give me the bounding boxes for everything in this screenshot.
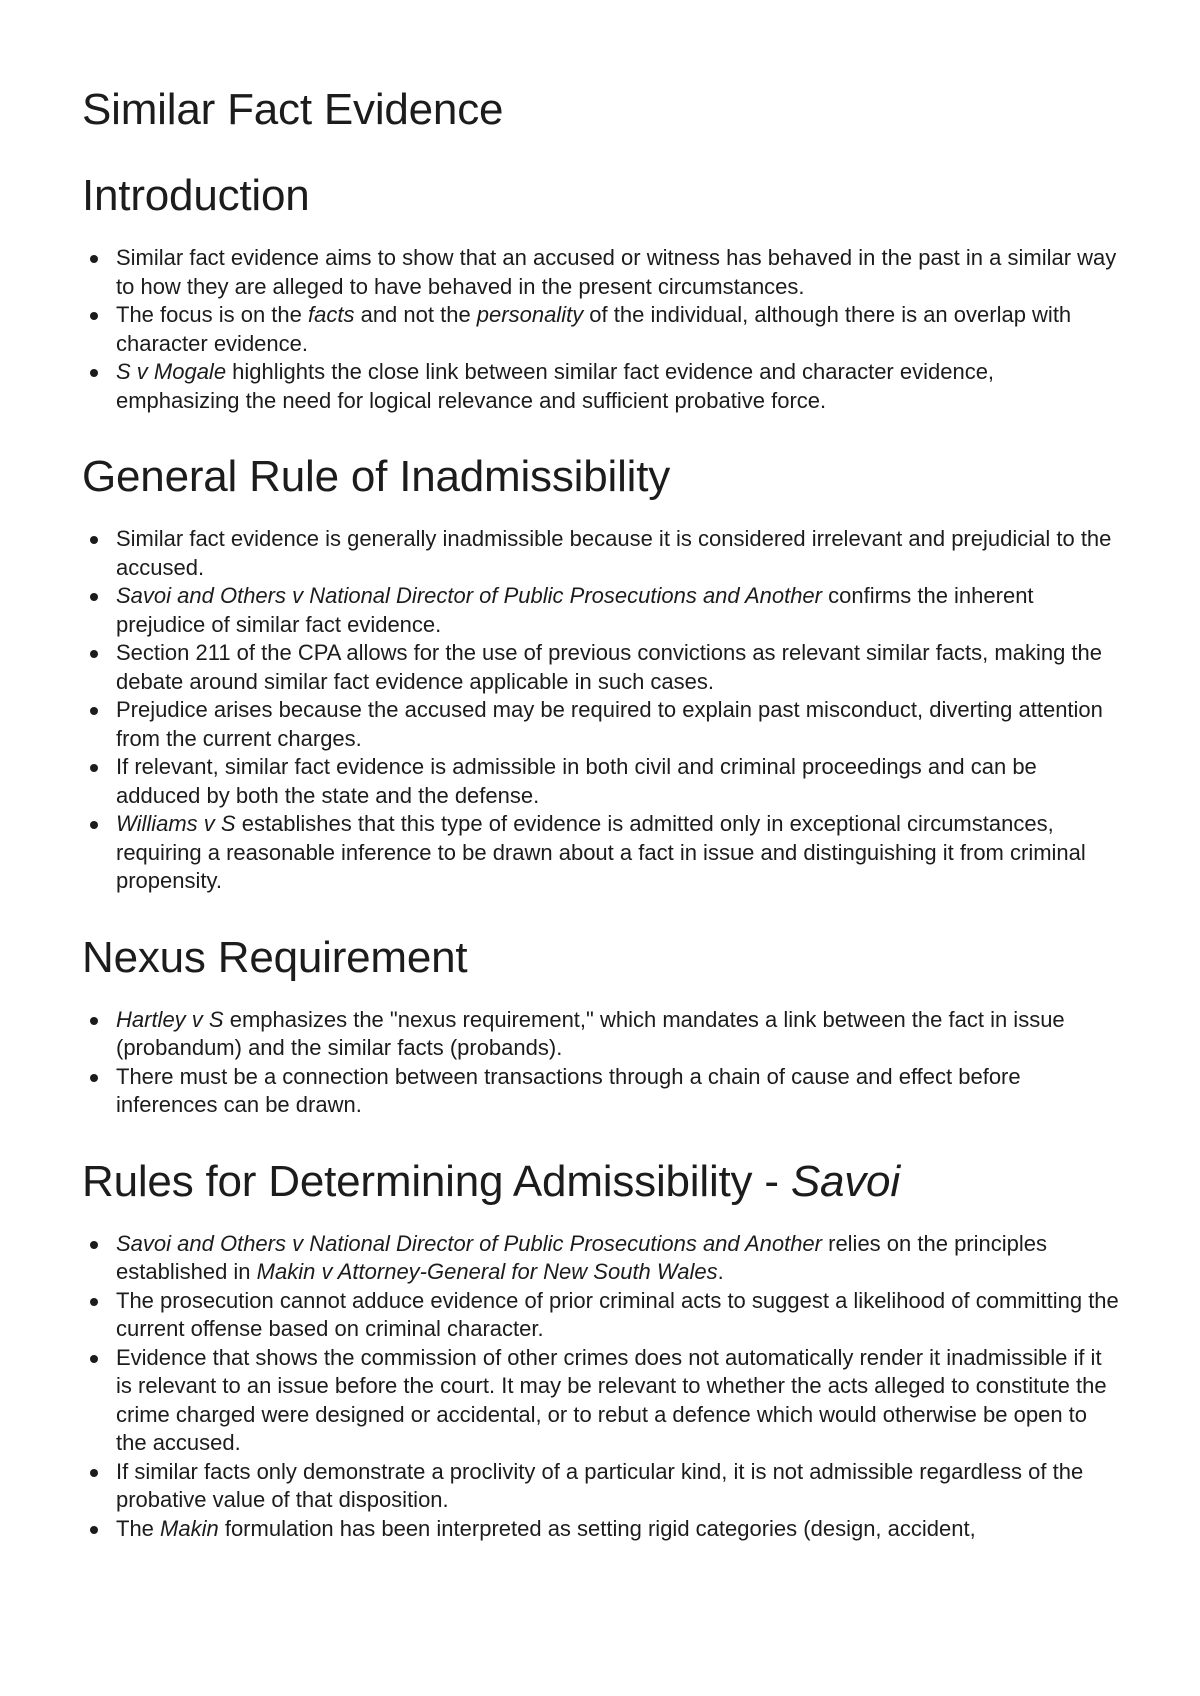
bullet-list-savoi-rules	[82, 1230, 1122, 1544]
bullet-text: If relevant, similar fact evidence is admissible in both civil and criminal proceedings and can be adduced by both the state and the defense.	[116, 754, 1037, 808]
list-item	[82, 639, 1122, 696]
section-inadmissibility	[82, 451, 1122, 896]
emphasis-facts: facts	[308, 302, 355, 327]
bullet-text: The focus is on the	[116, 302, 308, 327]
bullet-list-nexus	[82, 1006, 1122, 1120]
list-item	[82, 1063, 1122, 1120]
list-item	[82, 1287, 1122, 1344]
list-item	[82, 582, 1122, 639]
section-heading-introduction: Introduction	[82, 171, 310, 220]
list-item	[82, 753, 1122, 810]
list-item	[82, 244, 1122, 301]
section-savoi-rules	[82, 1156, 1122, 1544]
list-item	[82, 358, 1122, 415]
bullet-text: If similar facts only demonstrate a proclivity of a particular kind, it is not admissible regardless of the probative value of that disposition.	[116, 1458, 1084, 1512]
bullet-text: establishes that this type of evidence is admitted only in exceptional circumstances, requiring a reasonable inference to be drawn about a fact in issue and distinguishing it from criminal propensity.	[116, 811, 1086, 893]
bullet-text: Prejudice arises because the accused may be required to explain past misconduct, diverting attention from the current charges.	[116, 697, 1103, 751]
heading-text: Rules for Determining Admissibility -	[82, 1156, 791, 1206]
bullet-text: Section 211 of the CPA allows for the use of previous convictions as relevant similar facts, making the debate around similar fact evidence applicable in such cases.	[116, 640, 1103, 694]
document-page	[82, 80, 1122, 1579]
case-name: Williams v S	[116, 811, 236, 836]
case-name: Makin v Attorney-General for New South Wales	[256, 1259, 718, 1284]
section-nexus	[82, 932, 1122, 1120]
section-introduction	[82, 170, 1122, 415]
heading-case-name: Savoi	[790, 1156, 900, 1206]
section-heading-inadmissibility: General Rule of Inadmissibility	[82, 452, 671, 501]
bullet-text: relies on the principles established in	[116, 1230, 1048, 1284]
list-item	[82, 696, 1122, 753]
bullet-text: confirms the inherent prejudice of similar fact evidence.	[116, 583, 1034, 637]
list-item	[82, 1515, 1122, 1544]
list-item	[82, 525, 1122, 582]
bullet-text: of the individual, although there is an overlap with character evidence.	[116, 302, 1072, 356]
bullet-list-inadmissibility	[82, 525, 1122, 896]
list-item	[82, 1006, 1122, 1063]
list-item	[82, 301, 1122, 358]
bullet-list-introduction	[82, 244, 1122, 415]
case-name: Savoi and Others v National Director of Public Prosecutions and Another	[116, 1230, 822, 1256]
list-item	[82, 1344, 1122, 1458]
bullet-text: .	[717, 1259, 724, 1284]
case-name: S v Mogale	[116, 359, 227, 384]
section-heading-savoi-rules	[82, 1156, 1122, 1208]
bullet-text: The prosecution cannot adduce evidence of prior criminal acts to suggest a likelihood of committing the current offense based on criminal character.	[116, 1287, 1119, 1341]
list-item	[82, 1230, 1122, 1287]
list-item	[82, 810, 1122, 896]
case-name: Makin	[160, 1515, 219, 1541]
bullet-text: emphasizes the "nexus requirement," which mandates a link between the fact in issue (probandum) and the similar facts (probands).	[116, 1006, 1065, 1060]
section-heading-nexus: Nexus Requirement	[82, 932, 468, 982]
bullet-text: Similar fact evidence is generally inadmissible because it is considered irrelevant and prejudicial to the accused.	[116, 526, 1112, 580]
emphasis-personality: personality	[476, 302, 584, 327]
case-name: Hartley v S	[116, 1006, 224, 1032]
case-name: Savoi and Others v National Director of Public Prosecutions and Another	[116, 583, 822, 608]
bullet-text: formulation has been interpreted as setting rigid categories (design, accident,	[218, 1515, 976, 1541]
bullet-text: The	[116, 1515, 161, 1541]
list-item	[82, 1458, 1122, 1515]
bullet-text: There must be a connection between transactions through a chain of cause and effect before inferences can be drawn.	[116, 1063, 1021, 1117]
bullet-text: Evidence that shows the commission of other crimes does not automatically render it inadmissible if it is relevant to an issue before the court. It may be relevant to whether the acts alleged to constitute the crime charged were designed or accidental, or to rebut a defence which would otherwise be open to the accused.	[116, 1344, 1107, 1455]
bullet-text: highlights the close link between similar fact evidence and character evidence, emphasizing the need for logical relevance and sufficient probative force.	[116, 359, 995, 413]
document-title: Similar Fact Evidence	[82, 85, 504, 134]
bullet-text: Similar fact evidence aims to show that an accused or witness has behaved in the past in a similar way to how they are alleged to have behaved in the present circumstances.	[116, 245, 1117, 299]
bullet-text: and not the	[354, 302, 477, 327]
